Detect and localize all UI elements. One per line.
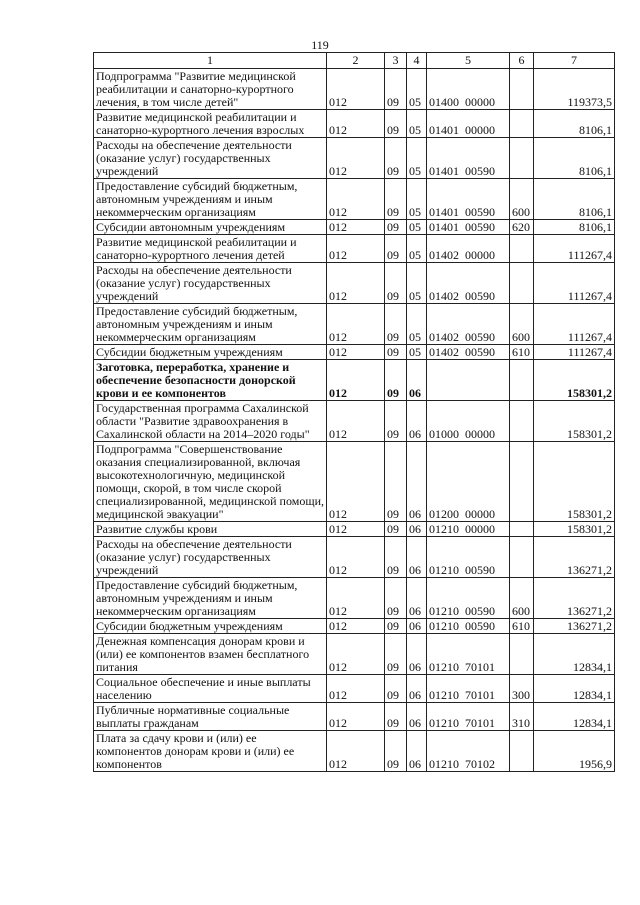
- row-ved: 012: [327, 537, 385, 578]
- row-pr: 06: [407, 619, 427, 634]
- row-pr: 06: [407, 703, 427, 731]
- row-rz: 09: [385, 110, 407, 138]
- table-row: [94, 360, 615, 401]
- row-amount: 111267,4: [534, 304, 615, 345]
- row-cs: 01210 70101: [427, 703, 510, 731]
- row-name-text: Заготовка, переработка, хранение и обеспечение безопасности донорской крови и ее компонентов: [96, 360, 296, 400]
- row-name: [94, 235, 327, 263]
- row-name: [94, 220, 327, 235]
- row-name-text: Предоставление субсидий бюджетным, автономным учреждениям и иным некоммерческим организациям: [96, 179, 298, 219]
- row-ved: 012: [327, 675, 385, 703]
- row-pr: 05: [407, 138, 427, 179]
- row-rz: 09: [385, 401, 407, 442]
- row-cs: 01210 70101: [427, 634, 510, 675]
- row-vr: [510, 537, 534, 578]
- page-number: 119: [311, 38, 329, 52]
- row-name-text: Развитие медицинской реабилитации и санаторно-курортного лечения взрослых: [96, 110, 305, 137]
- table-row: [94, 537, 615, 578]
- row-vr: 620: [510, 220, 534, 235]
- row-cs: 01401 00000: [427, 110, 510, 138]
- row-ved: 012: [327, 401, 385, 442]
- table-row: [94, 578, 615, 619]
- budget-table: [93, 52, 615, 772]
- row-ved: 012: [327, 703, 385, 731]
- row-pr: 05: [407, 110, 427, 138]
- row-amount: 12834,1: [534, 703, 615, 731]
- row-rz: 09: [385, 304, 407, 345]
- row-ved: 012: [327, 731, 385, 772]
- table-row: [94, 345, 615, 360]
- row-ved: 012: [327, 619, 385, 634]
- row-cs: 01000 00000: [427, 401, 510, 442]
- header-col-4: 4: [407, 53, 427, 69]
- row-rz: 09: [385, 703, 407, 731]
- row-name-text: Государственная программа Сахалинской области "Развитие здравоохранения в Сахалинской области на 2014–2020 годы": [96, 401, 310, 441]
- row-amount: 158301,2: [534, 401, 615, 442]
- row-name: [94, 703, 327, 731]
- row-rz: 09: [385, 235, 407, 263]
- table-row: [94, 634, 615, 675]
- row-rz: 09: [385, 578, 407, 619]
- row-pr: 06: [407, 731, 427, 772]
- row-name: [94, 360, 327, 401]
- row-vr: [510, 138, 534, 179]
- row-vr: [510, 360, 534, 401]
- row-cs: 01402 00590: [427, 304, 510, 345]
- row-cs: 01210 00590: [427, 619, 510, 634]
- row-name-text: Субсидии бюджетным учреждениям: [96, 345, 283, 359]
- row-cs: [427, 360, 510, 401]
- row-name-text: Субсидии автономным учреждениям: [96, 220, 286, 234]
- row-rz: 09: [385, 220, 407, 235]
- header-col-7: 7: [534, 53, 615, 69]
- row-pr: 05: [407, 179, 427, 220]
- table-row: [94, 304, 615, 345]
- header-col-6: 6: [510, 53, 534, 69]
- row-pr: 05: [407, 345, 427, 360]
- row-cs: 01210 70101: [427, 675, 510, 703]
- row-amount: 158301,2: [534, 442, 615, 522]
- row-cs: 01210 00000: [427, 522, 510, 537]
- row-vr: [510, 522, 534, 537]
- table-row: [94, 731, 615, 772]
- row-name-text: Расходы на обеспечение деятельности (оказание услуг) государственных учреждений: [96, 138, 292, 178]
- table-row: [94, 703, 615, 731]
- row-cs: 01210 00590: [427, 578, 510, 619]
- row-amount: 158301,2: [534, 522, 615, 537]
- table-row: [94, 401, 615, 442]
- row-name: [94, 345, 327, 360]
- header-col-5: 5: [427, 53, 510, 69]
- row-name-text: Предоставление субсидий бюджетным, автономным учреждениям и иным некоммерческим организациям: [96, 578, 298, 618]
- table-row: [94, 235, 615, 263]
- row-vr: 600: [510, 578, 534, 619]
- row-name: [94, 304, 327, 345]
- row-rz: 09: [385, 522, 407, 537]
- row-name-text: Предоставление субсидий бюджетным, автономным учреждениям и иным некоммерческим организациям: [96, 304, 298, 344]
- row-name: [94, 401, 327, 442]
- row-name: [94, 522, 327, 537]
- row-vr: [510, 442, 534, 522]
- row-pr: 05: [407, 304, 427, 345]
- row-pr: 05: [407, 69, 427, 110]
- row-ved: 012: [327, 110, 385, 138]
- table-row: [94, 138, 615, 179]
- row-vr: 310: [510, 703, 534, 731]
- table-row: [94, 675, 615, 703]
- row-ved: 012: [327, 345, 385, 360]
- row-pr: 06: [407, 401, 427, 442]
- table-row: [94, 69, 615, 110]
- row-pr: 05: [407, 220, 427, 235]
- row-rz: 09: [385, 263, 407, 304]
- row-name-text: Расходы на обеспечение деятельности (оказание услуг) государственных учреждений: [96, 537, 292, 577]
- row-pr: 05: [407, 263, 427, 304]
- row-rz: 09: [385, 138, 407, 179]
- row-name-text: Подпрограмма "Совершенствование оказания специализированной, включая высокотехнологичную, медицинской помощи, скорой, в том числе скорой специализированной, медицинской помощи, медицинской эвакуации": [96, 442, 324, 521]
- row-vr: 610: [510, 345, 534, 360]
- row-name: [94, 731, 327, 772]
- header-col-1: 1: [94, 53, 327, 69]
- row-vr: [510, 235, 534, 263]
- row-name: [94, 578, 327, 619]
- row-name-text: Социальное обеспечение и иные выплаты населению: [96, 675, 311, 702]
- row-rz: 09: [385, 360, 407, 401]
- row-vr: 300: [510, 675, 534, 703]
- row-amount: 8106,1: [534, 138, 615, 179]
- table-row: [94, 220, 615, 235]
- row-vr: [510, 110, 534, 138]
- row-name: [94, 138, 327, 179]
- row-vr: 610: [510, 619, 534, 634]
- row-rz: 09: [385, 731, 407, 772]
- row-amount: 136271,2: [534, 578, 615, 619]
- row-name-text: Денежная компенсация донорам крови и (или) ее компонентов взамен бесплатного питания: [96, 634, 310, 674]
- row-amount: 119373,5: [534, 69, 615, 110]
- row-name-text: Подпрограмма "Развитие медицинской реабилитации и санаторно-курортного лечения, в том числе детей": [96, 69, 296, 109]
- row-rz: 09: [385, 537, 407, 578]
- row-cs: 01401 00590: [427, 179, 510, 220]
- row-pr: 06: [407, 675, 427, 703]
- row-name: [94, 442, 327, 522]
- row-pr: 06: [407, 522, 427, 537]
- row-name-text: Развитие медицинской реабилитации и санаторно-курортного лечения детей: [96, 235, 297, 262]
- row-vr: 600: [510, 179, 534, 220]
- row-rz: 09: [385, 442, 407, 522]
- row-name: [94, 179, 327, 220]
- row-name: [94, 263, 327, 304]
- table-row: [94, 619, 615, 634]
- row-pr: 05: [407, 235, 427, 263]
- row-name-text: Расходы на обеспечение деятельности (оказание услуг) государственных учреждений: [96, 263, 292, 303]
- row-pr: 06: [407, 442, 427, 522]
- row-rz: 09: [385, 634, 407, 675]
- row-amount: 8106,1: [534, 110, 615, 138]
- row-cs: 01401 00590: [427, 138, 510, 179]
- header-row: [94, 53, 615, 69]
- row-name: [94, 675, 327, 703]
- row-ved: 012: [327, 304, 385, 345]
- row-ved: 012: [327, 179, 385, 220]
- header-col-3: 3: [385, 53, 407, 69]
- row-rz: 09: [385, 179, 407, 220]
- row-amount: 12834,1: [534, 675, 615, 703]
- row-name-text: Плата за сдачу крови и (или) ее компонентов донорам крови и (или) ее компонентов: [96, 731, 295, 771]
- row-ved: 012: [327, 634, 385, 675]
- row-vr: 600: [510, 304, 534, 345]
- row-name: [94, 634, 327, 675]
- row-name: [94, 619, 327, 634]
- row-name-text: Субсидии бюджетным учреждениям: [96, 619, 283, 633]
- row-amount: 111267,4: [534, 345, 615, 360]
- row-cs: 01402 00000: [427, 235, 510, 263]
- table-row: [94, 179, 615, 220]
- row-amount: 8106,1: [534, 220, 615, 235]
- row-ved: 012: [327, 360, 385, 401]
- header-col-2: 2: [327, 53, 385, 69]
- row-ved: 012: [327, 138, 385, 179]
- row-amount: 12834,1: [534, 634, 615, 675]
- row-cs: 01401 00590: [427, 220, 510, 235]
- row-rz: 09: [385, 675, 407, 703]
- row-vr: [510, 263, 534, 304]
- row-cs: 01400 00000: [427, 69, 510, 110]
- table-row: [94, 522, 615, 537]
- row-amount: 111267,4: [534, 235, 615, 263]
- row-name: [94, 110, 327, 138]
- row-vr: [510, 634, 534, 675]
- row-amount: 136271,2: [534, 619, 615, 634]
- row-rz: 09: [385, 619, 407, 634]
- row-pr: 06: [407, 537, 427, 578]
- table-body: [94, 69, 615, 772]
- table-row: [94, 263, 615, 304]
- row-cs: 01402 00590: [427, 345, 510, 360]
- row-ved: 012: [327, 442, 385, 522]
- row-ved: 012: [327, 235, 385, 263]
- row-ved: 012: [327, 69, 385, 110]
- row-amount: 111267,4: [534, 263, 615, 304]
- row-vr: [510, 401, 534, 442]
- row-name: [94, 537, 327, 578]
- row-name: [94, 69, 327, 110]
- row-cs: 01402 00590: [427, 263, 510, 304]
- row-ved: 012: [327, 263, 385, 304]
- row-pr: 06: [407, 360, 427, 401]
- row-name-text: Публичные нормативные социальные выплаты гражданам: [96, 703, 290, 730]
- row-ved: 012: [327, 522, 385, 537]
- row-amount: 136271,2: [534, 537, 615, 578]
- row-amount: 1956,9: [534, 731, 615, 772]
- row-rz: 09: [385, 345, 407, 360]
- row-cs: 01200 00000: [427, 442, 510, 522]
- row-name-text: Развитие службы крови: [96, 522, 218, 536]
- row-cs: 01210 70102: [427, 731, 510, 772]
- row-cs: 01210 00590: [427, 537, 510, 578]
- row-amount: 158301,2: [534, 360, 615, 401]
- row-ved: 012: [327, 578, 385, 619]
- row-vr: [510, 731, 534, 772]
- row-pr: 06: [407, 578, 427, 619]
- table-row: [94, 110, 615, 138]
- row-ved: 012: [327, 220, 385, 235]
- row-vr: [510, 69, 534, 110]
- row-rz: 09: [385, 69, 407, 110]
- row-amount: 8106,1: [534, 179, 615, 220]
- row-pr: 06: [407, 634, 427, 675]
- table-row: [94, 442, 615, 522]
